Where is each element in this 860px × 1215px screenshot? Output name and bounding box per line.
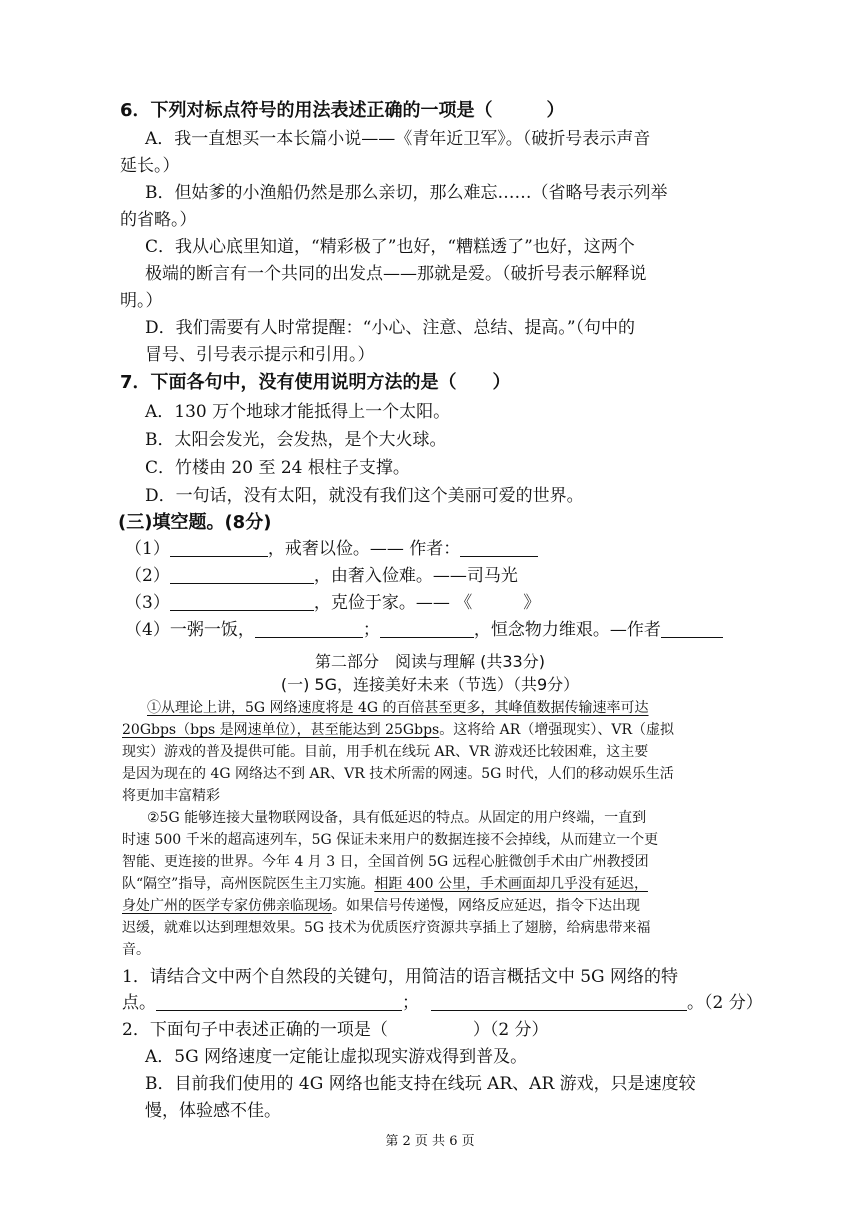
passage-p2-line4: 队“隔空”指导，高州医院医生主刀实施。相距 400 公里，手术画面却几乎没有延迟， [122,876,648,892]
q6-option-c-line3: 明。） [120,291,163,311]
reading-q1-blank-2[interactable] [431,992,687,1011]
reading-q2-title: 2．下面句子中表述正确的一项是（ ）（2 分） [122,1020,549,1040]
blank-1[interactable] [170,538,268,557]
q7-option-d: D．一句话，没有太阳，就没有我们这个美丽可爱的世界。 [145,486,584,506]
blank-author-1[interactable] [460,538,538,557]
q6-option-d-line2: 冒号、引号表示提示和引用。） [145,345,375,365]
page-footer: 第 2 页 共 6 页 [385,1134,475,1149]
reading-one-title: (一) 5G，连接美好未来（节选）（共9分） [280,675,580,694]
blank-4b[interactable] [380,619,474,638]
q6-option-b-line2: 的省略。） [120,210,197,230]
fill-line-2: （2） ，由奢入俭难。——司马光 [125,566,518,586]
passage-p2-line2: 时速 500 千米的超高速列车，5G 保证未来用户的数据连接不会掉线，从而建立一个更 [122,832,659,848]
passage-p2-line3: 智能、更连接的世界。今年 4 月 3 日，全国首例 5G 远程心脏微创手术由广州教授团 [122,854,649,870]
q6-option-c-line2: 极端的断言有一个共同的出发点——那就是爱。（破折号表示解释说 [145,264,647,284]
fill-line-4: （4）一粥一饭， ； ，恒念物力维艰。—作者 [125,615,723,640]
passage-p2-line6: 迟缓，就难以达到理想效果。5G 技术为优质医疗资源共享插上了翅膀，给病患带来福 [122,920,651,936]
q7-option-a: A．130 万个地球才能抵得上一个太阳。 [145,402,451,422]
fill-line-3: （3） ，克俭于家。—— 《 》 [125,593,541,613]
fill-line-1: （1） ，戒奢以俭。—— 作者： [125,534,538,559]
blank-2[interactable] [170,565,314,584]
passage-p1-line4: 是因为现在的 4G 网络达不到 AR、VR 技术所需的网速。5G 时代，人们的移动娱乐生活 [122,766,674,782]
q6-option-d-line1: D．我们需要有人时常提醒：“小心、注意、总结、提高。”（句中的 [145,318,636,338]
question-6-title: 6．下列对标点符号的用法表述正确的一项是（ ） [120,100,565,121]
q7-option-b: B．太阳会发光，会发热，是个大火球。 [145,430,447,450]
reading-q1-line1: 1．请结合文中两个自然段的关键句，用简洁的语言概括文中 5G 网络的特 [122,967,679,987]
passage-p1-line1: ①从理论上讲，5G 网络速度将是 4G 的百倍甚至更多，其峰值数据传输速率可达 [147,700,649,716]
passage-p1-line2: 20Gbps（bps 是网速单位），甚至能达到 25Gbps。这将给 AR（增强现实）、VR（虚拟 [122,722,674,738]
passage-p2-line7: 音。 [122,942,150,958]
reading-q2-option-b-line2: 慢，体验感不佳。 [145,1101,281,1121]
reading-q2-option-b-line1: B．目前我们使用的 4G 网络也能支持在线玩 AR、AR 游戏，只是速度较 [145,1074,696,1094]
blank-4a[interactable] [255,619,363,638]
fill-section-title: (三)填空题。(8分) [118,512,272,533]
passage-p1-line3: 现实）游戏的普及提供可能。目前，用手机在线玩 AR、VR 游戏还比较困难，这主要 [122,744,649,760]
blank-author-4[interactable] [661,619,723,638]
reading-q1-line2: 点。 ； 。（2 分） [122,993,763,1013]
passage-p1-line5: 将更加丰富精彩 [122,788,220,804]
reading-q1-blank-1[interactable] [156,992,402,1011]
q6-option-b-line1: B．但姑爹的小渔船仍然是那么亲切，那么难忘……（省略号表示列举 [145,183,668,203]
reading-q2-option-a: A．5G 网络速度一定能让虚拟现实游戏得到普及。 [145,1047,528,1067]
q6-option-a-line1: A．我一直想买一本长篇小说——《青年近卫军》。（破折号表示声音 [145,129,651,149]
q6-option-a-line2: 延长。） [120,156,180,176]
question-7-title: 7．下面各句中，没有使用说明方法的是（ ） [120,372,511,393]
passage-p2-line5: 身处广州的医学专家仿佛亲临现场。如果信号传递慢，网络反应延迟，指令下达出现 [122,898,640,914]
q6-option-c-line1: C．我从心底里知道，“精彩极了”也好，“糟糕透了”也好，这两个 [145,237,635,257]
blank-3[interactable] [170,592,314,611]
part-two-title: 第二部分 阅读与理解 (共33分) [315,652,545,671]
q7-option-c: C．竹楼由 20 至 24 根柱子支撑。 [145,458,410,478]
passage-p2-line1: ②5G 能够连接大量物联网设备，具有低延迟的特点。从固定的用户终端，一直到 [147,810,647,826]
